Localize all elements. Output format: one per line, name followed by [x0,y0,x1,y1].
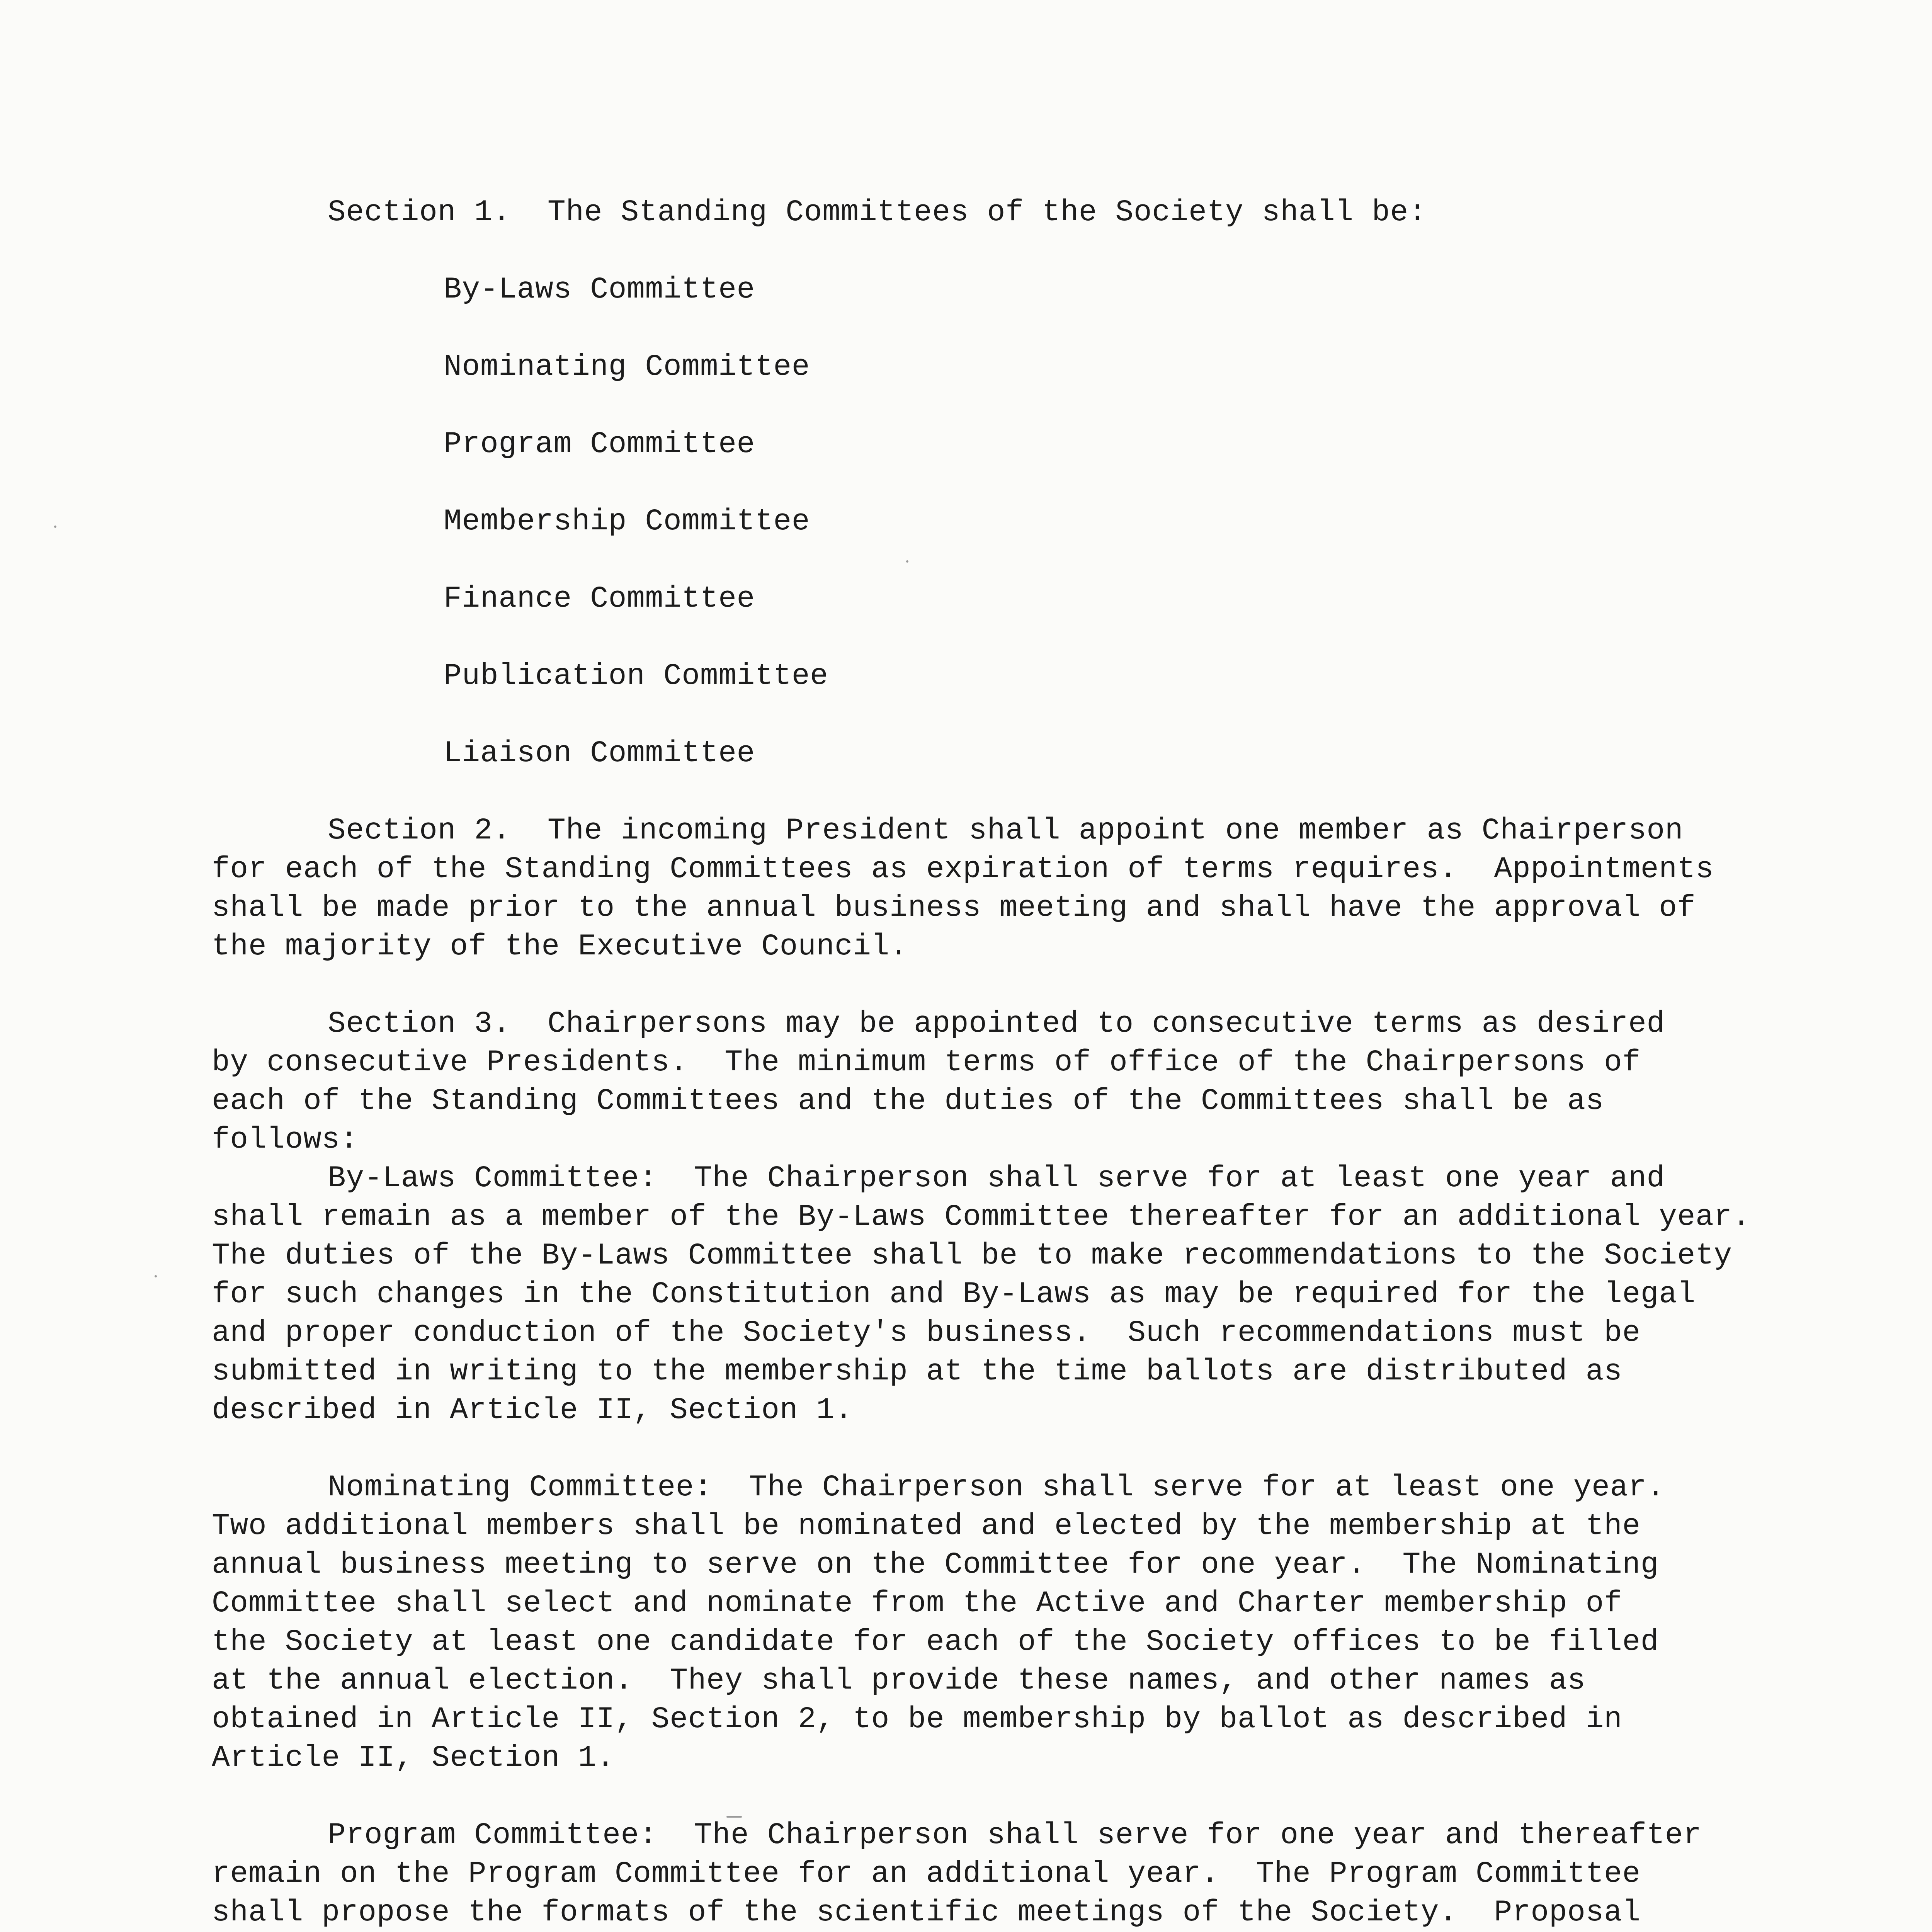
paragraph-line: Section 2. The incoming President shall appoint one member as Chairperson [328,814,1684,848]
paragraph-line: remain on the Program Committee for an additional year. The Program Committee [212,1857,1641,1891]
nominating-committee-paragraph [212,1468,1846,1777]
paragraph-line: The duties of the By-Laws Committee shall be to make recommendations to the Society [212,1239,1732,1273]
committee-list-item: Publication Committee [444,659,828,693]
program-committee-paragraph [212,1816,1846,1932]
paragraph-line: shall propose the formats of the scientific meetings of the Society. Proposal [212,1896,1641,1930]
paragraph-line: each of the Standing Committees and the duties of the Committees shall be as [212,1084,1604,1118]
paragraph-line: Nominating Committee: The Chairperson shall serve for at least one year. [328,1471,1665,1505]
paragraph-line: submitted in writing to the membership at the time ballots are distributed as [212,1355,1622,1389]
paragraph-line: for each of the Standing Committees as expiration of terms requires. Appointments [212,852,1714,886]
paragraph-line: the majority of the Executive Council. [212,930,908,964]
paragraph-line: Committee shall select and nominate from the Active and Charter membership of [212,1587,1622,1621]
paragraph-line: described in Article II, Section 1. [212,1393,853,1427]
paragraph-line: Two additional members shall be nominated and elected by the membership at the [212,1509,1641,1543]
paragraph-line: for such changes in the Constitution and By-Laws as may be required for the legal [212,1277,1696,1311]
section-2-paragraph [212,811,1846,966]
section-1 [212,193,1846,773]
committee-list-item: Finance Committee [444,582,755,616]
paragraph-line: the Society at least one candidate for each of the Society offices to be filled [212,1625,1659,1659]
paragraph-line: and proper conduction of the Society's business. Such recommendations must be [212,1316,1641,1350]
committee-list-item: Membership Committee [444,505,810,539]
paragraph-line: obtained in Article II, Section 2, to be membership by ballot as described in [212,1702,1622,1736]
paragraph-line: annual business meeting to serve on the Committee for one year. The Nominating [212,1548,1659,1582]
committee-list-item: By-Laws Committee [444,273,755,307]
paragraph-line: by consecutive Presidents. The minimum terms of office of the Chairpersons of [212,1046,1641,1080]
bylaws-committee-paragraph [212,1159,1846,1430]
paragraph-line: follows: [212,1123,359,1157]
paragraph-line: shall remain as a member of the By-Laws Committee thereafter for an additional year. [212,1200,1751,1234]
committee-list-item: Nominating Committee [444,350,810,384]
paragraph-line: shall be made prior to the annual business meeting and shall have the approval of [212,891,1696,925]
standing-committee-list [212,270,1846,773]
section-3-paragraph [212,1005,1846,1159]
section-1-heading: Section 1. The Standing Committees of the Society shall be: [328,196,1427,230]
scan-speck [155,1275,157,1277]
committee-list-item: Program Committee [444,427,755,461]
paragraph-line: Article II, Section 1. [212,1741,615,1775]
committee-list-item: Liaison Committee [444,736,755,770]
paragraph-line: By-Laws Committee: The Chairperson shall serve for at least one year and [328,1162,1665,1196]
paragraph-line: at the annual election. They shall provide these names, and other names as [212,1664,1586,1698]
paragraph-line: Section 3. Chairpersons may be appointed to consecutive terms as desired [328,1007,1665,1041]
paragraph-line: Program Committee: The Chairperson shall serve for one year and thereafter [328,1818,1702,1852]
scan-speck [54,526,56,528]
document-body [212,193,1846,1932]
